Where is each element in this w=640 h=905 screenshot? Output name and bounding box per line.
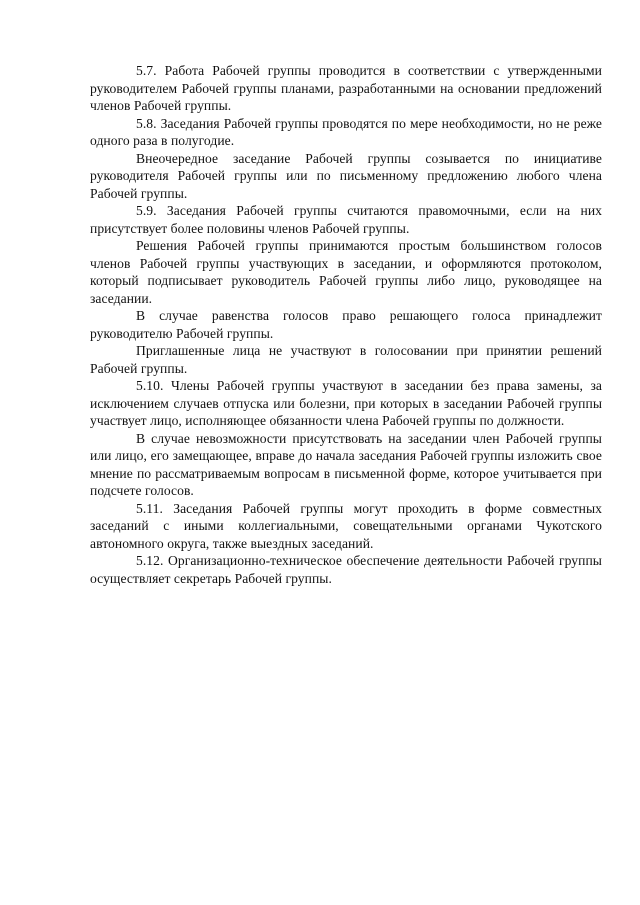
- paragraph-absence: В случае невозможности присутствовать на заседании член Рабочей группы или лицо, его замещающее, вправе до начала заседания Рабочей группы изложить свое мнение по рассматриваемым вопросам в письменной форме, которое учитывается при подсчете голосов.: [90, 430, 602, 498]
- paragraph-5-12: 5.12. Организационно-техническое обеспечение деятельности Рабочей группы осуществляет секретарь Рабочей группы.: [90, 553, 602, 586]
- paragraph-extraordinary-meeting: Внеочередное заседание Рабочей группы созывается по инициативе руководителя Рабочей группы или по письменному предложению любого члена Рабочей группы.: [90, 150, 602, 201]
- paragraph-5-10: 5.10. Члены Рабочей группы участвуют в заседании без права замены, за исключением случаев отпуска или болезни, при которых в заседании Рабочей группы участвует лицо, исполняющее обязанности члена Рабочей группы по должности.: [90, 378, 602, 428]
- document-page: [90, 62, 602, 587]
- paragraph-5-9: 5.9. Заседания Рабочей группы считаются правомочными, если на них присутствует более половины членов Рабочей группы.: [90, 203, 602, 236]
- paragraph-decisions: Решения Рабочей группы принимаются простым большинством голосов членов Рабочей группы участвующих в заседании, и оформляются протоколом, который подписывает руководитель Рабочей группы либо лицо, руководящее на заседании.: [90, 238, 602, 306]
- paragraph-5-11: 5.11. Заседания Рабочей группы могут проходить в форме совместных заседаний с иными коллегиальными, совещательными органами Чукотского автономного округа, также выездных заседаний.: [90, 500, 602, 551]
- paragraph-invited-persons: Приглашенные лица не участвуют в голосовании при принятии решений Рабочей группы.: [90, 343, 602, 376]
- paragraph-5-7: 5.7. Работа Рабочей группы проводится в соответствии с утвержденными руководителем Рабочей группы планами, разработанными на основании предложений членов Рабочей группы.: [90, 63, 602, 113]
- paragraph-5-8: 5.8. Заседания Рабочей группы проводятся по мере необходимости, но не реже одного раза в полугодие.: [90, 115, 602, 148]
- paragraph-equal-votes: В случае равенства голосов право решающего голоса принадлежит руководителю Рабочей группы.: [90, 308, 602, 341]
